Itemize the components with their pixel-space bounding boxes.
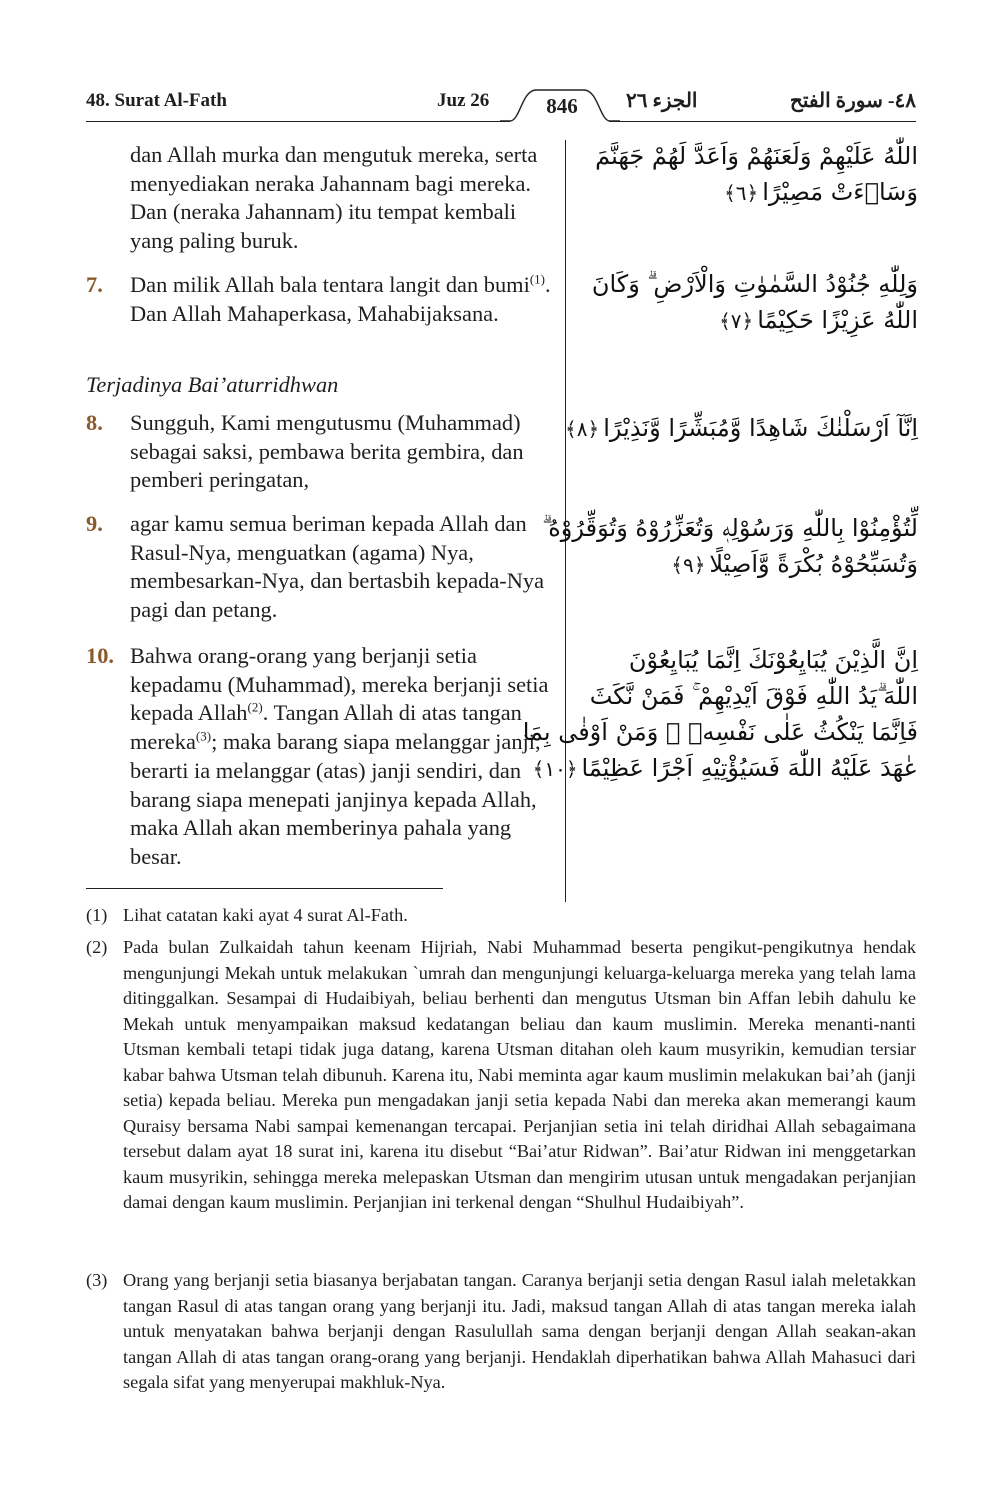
header-rule-right: [609, 121, 916, 122]
arabic-verse-6: اللّٰهُ عَلَيْهِمْ وَلَعَنَهُمْ وَاَعَدَّ لَهُمْ جَهَنَّمَ وَسَاۤءَتْ مَصِيْرًا﴿٦﴾: [595, 142, 918, 206]
footnote-2: [86, 935, 916, 1216]
verse-7-text: Dan milik Allah bala tentara langit dan bumi$^{(1)}$. Dan Allah Mahaperkasa, Mahabijaksana.: [130, 271, 551, 326]
ayah-marker: ﴿١٠﴾: [532, 757, 578, 781]
footnote-rule: [86, 888, 443, 889]
verse-8: [86, 409, 556, 495]
ayah-marker: ﴿٦﴾: [724, 181, 759, 205]
verse-10: [86, 642, 556, 872]
page-number: 846: [546, 94, 578, 118]
verse-number: 8.: [86, 410, 103, 435]
footnote-text: Orang yang berjanji setia biasanya berjabatan tangan. Caranya berjanji setia dengan Rasul ialah meletakkan tangan Rasul di atas tangan orang yang berjanji itu. Jadi, maksud tangan Allah di atas tangan mereka ialah untuk menyatakan bahwa berjanji dengan Rasulullah sama dengan berjanji dengan Allah seakan-akan tangan Allah di atas tangan orang-orang yang berjanji. Hendaklah diperhatikan bahwa Allah Mahasuci dari segala sifat yang menyerupai makhluk-Nya.: [123, 1270, 916, 1392]
arabic-verse-9: لِّتُؤْمِنُوْا بِاللّٰهِ وَرَسُوْلِهٖ وَتُعَزِّرُوْهُ وَتُوَقِّرُوْهُ ۗ وَتُسَبِّحُوْهُ بُكْرَةً وَّاَصِيْلًا﴿٩﴾: [542, 514, 918, 578]
surah-title-arabic: ٤٨- سورة الفتح: [789, 90, 916, 112]
footnote-3: [86, 1268, 916, 1396]
footnote-ref-1: (1): [529, 271, 545, 287]
footnote-1: [86, 903, 916, 929]
footnote-number: (1): [86, 905, 108, 925]
footnote-text: Pada bulan Zulkaidah tahun keenam Hijriah, Nabi Muhammad beserta pengikut-pengikutnya hendak mengunjungi Mekah untuk melakukan `umrah dan mengunjungi keluarga-keluarga mereka yang telah lama ditinggalkan. Sesampai di Hudaibiyah, beliau berhenti dan mengutus Utsman bin Affan lebih dahulu ke Mekah untuk menyampaikan maksud kedatangan beliau dan kaum muslimin. Mereka menanti-nanti Utsman kembali tetapi tidak juga datang, karena Utsman ditahan oleh kaum musyrikin, kemudian tersiar kabar bahwa Utsman telah dibunuh. Karena itu, Nabi meminta agar kaum muslimin melakukan bai’ah (janji setia) kepada beliau. Mereka pun mengadakan janji setia kepada Nabi dan mereka akan memerangi kaum Quraisy bersama Nabi sampai kemenangan tercapai. Perjanjian setia ini telah diridhai Allah sebagaimana tersebut dalam ayat 18 surat ini, karena itu disebut “Bai’atur Ridwan”. Bai’atur Ridwan ini menggetarkan kaum musyrikin, sehingga mereka melepaskan Utsman dan mengirim utusan untuk mengadakan perjanjian damai dengan kaum muslimin. Perjanjian ini terkenal dengan “Shulhul Hudaibiyah”.: [123, 937, 916, 1212]
verse-7: [86, 271, 556, 328]
ayah-marker: ﴿٧﴾: [719, 309, 754, 333]
footnote-ref-3: (3): [195, 728, 212, 744]
footnote-text: Lihat catatan kaki ayat 4 surat Al-Fath.: [123, 905, 408, 925]
footnote-number: (3): [86, 1270, 108, 1290]
verse-6-text: dan Allah murka dan mengutuk mereka, serta menyediakan neraka Jahannam bagi mereka. Dan (neraka Jahannam) itu tempat kembali yang paling buruk.: [130, 142, 538, 254]
ayah-marker: ﴿٩﴾: [671, 553, 706, 577]
footnote-ref-2: (2): [247, 699, 263, 715]
footnote-number: (2): [86, 937, 108, 957]
verse-number: 10.: [86, 643, 114, 668]
ayah-marker: ﴿٨﴾: [565, 417, 600, 441]
section-subheading: Terjadinya Bai’aturridhwan: [86, 372, 339, 397]
arabic-verse-8: اِنَّآ اَرْسَلْنٰكَ شَاهِدًا وَّمُبَشِّرًا وَّنَذِيْرًا﴿٨﴾: [565, 414, 918, 442]
arabic-verse-7: وَلِلّٰهِ جُنُوْدُ السَّمٰوٰتِ وَالْاَرْضِ ۗ وَكَانَ اللّٰهُ عَزِيْزًا حَكِيْمًا﴿٧﴾: [591, 270, 918, 334]
verse-number: 9.: [86, 511, 103, 536]
verse-6-continuation: [86, 141, 556, 256]
verse-9-text: agar kamu semua beriman kepada Allah dan Rasul-Nya, menguatkan (agama) Nya, membesarkan-Nya, dan bertasbih kepada-Nya pagi dan petang.: [130, 511, 545, 623]
verse-10-text: Bahwa orang-orang yang berjanji setia kepadamu (Muhammad), mereka berjanji setia kepada Allah$^{(2)}$. Tangan Allah di atas tangan mereka$^{(3)}$; maka barang siapa melanggar janji, berarti ia melanggar (atas) janji sendiri, dan barang siapa menepati janjinya kepada Allah, maka Allah akan memberinya pahala yang besar.: [130, 643, 549, 869]
verse-8-text: Sungguh, Kami mengutusmu (Muhammad) sebagai saksi, pembawa berita gembira, dan pemberi peringatan,: [130, 410, 524, 493]
verse-9: [86, 510, 556, 625]
juz-label-latin: Juz 26: [437, 90, 490, 111]
arabic-verse-10: اِنَّ الَّذِيْنَ يُبَايِعُوْنَكَ اِنَّمَا يُبَايِعُوْنَ اللّٰهَ ۗيَدُ اللّٰهِ فَوْقَ اَيْدِيْهِمْ ۚ فَمَنْ نَّكَثَ فَاِنَّمَا يَنْكُثُ عَلٰى نَفْسِهٖ ۚ وَمَنْ اَوْفٰى بِمَا عٰهَدَ عَلَيْهُ اللّٰهَ فَسَيُؤْتِيْهِ اَجْرًا عَظِيْمًا﴿١٠﴾: [522, 646, 918, 782]
header-rule-left: [86, 121, 510, 122]
surah-title-latin: 48. Surat Al-Fath: [86, 90, 227, 111]
verse-number: 7.: [86, 272, 103, 297]
juz-label-arabic: الجزء ٢٦: [626, 90, 698, 112]
page-header: [86, 86, 916, 126]
